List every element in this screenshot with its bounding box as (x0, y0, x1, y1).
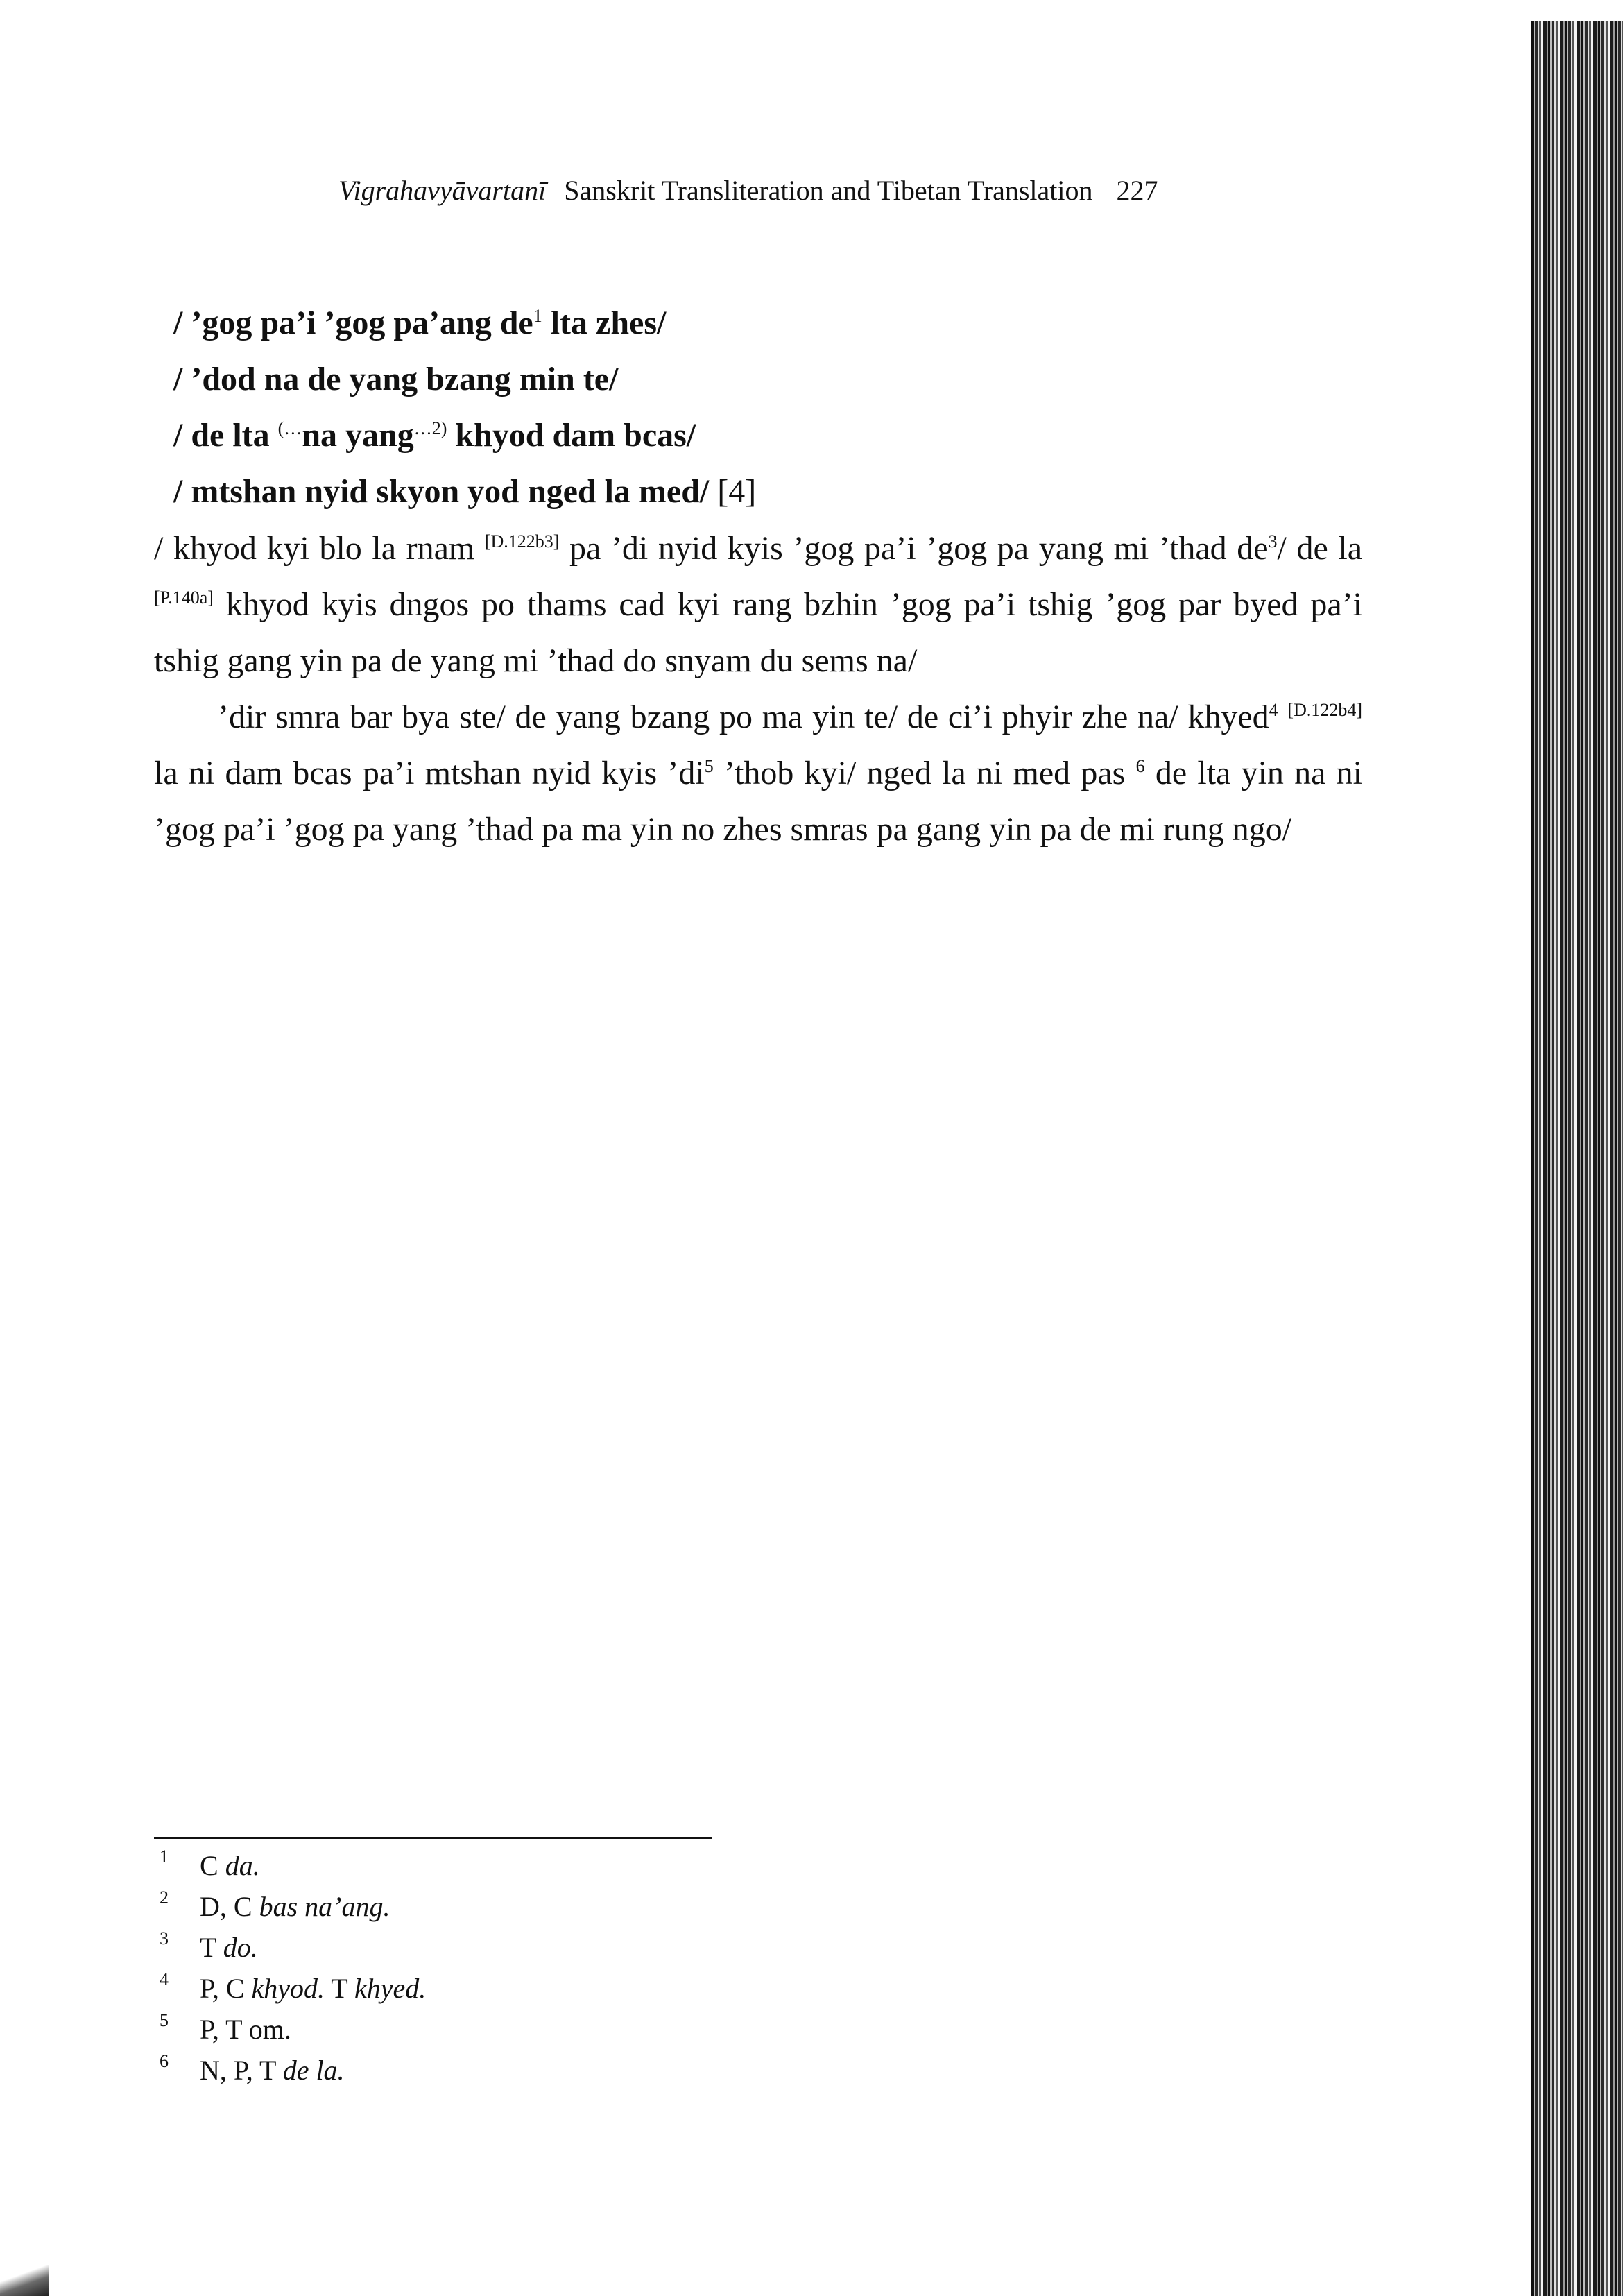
footnote-text: D, C (200, 1891, 259, 1922)
paragraph-1 (154, 520, 1362, 689)
footnote (160, 1845, 992, 1886)
footnote-marker: 3 (1268, 531, 1278, 551)
prose-text: de lta yin na ni ’gog pa’i ’gog pa yang ’thad pa ma yin no zhes smras pa gang yin pa de mi rung ngo/ (154, 755, 1363, 848)
footnote-marker: 4 (1269, 700, 1278, 720)
footnote-text: C (200, 1850, 225, 1881)
footnote-number: 5 (160, 2010, 169, 2030)
paragraph-2 (154, 689, 1362, 857)
folio-reference: [P.140a] (154, 588, 214, 608)
verse-text: / ’gog pa’i ’gog pa’ang de (173, 305, 533, 341)
footnote-reading: khyed. (354, 1973, 427, 2004)
running-head-subtitle: Sanskrit Transliteration and Tibetan Translation (564, 175, 1093, 206)
verse-line-2 (173, 351, 1380, 407)
footnote-text: T (200, 1932, 223, 1963)
verse-text: / de lta (173, 417, 278, 454)
footnote-marker: …2) (413, 418, 447, 438)
footnote-reading: khyod. (251, 1973, 325, 2004)
footnote (160, 1968, 992, 2009)
prose-text: ’thob kyi/ nged la ni med pas (713, 755, 1136, 791)
footnote-text: N, P, T (200, 2055, 283, 2086)
running-head (338, 173, 1309, 208)
footnote-reading: bas na’ang. (259, 1891, 390, 1922)
footnote-reading: do. (223, 1932, 258, 1963)
verse-text: / mtshan nyid skyon yod nged la med/ (173, 473, 710, 510)
footnote-number: 3 (160, 1928, 169, 1948)
footnote (160, 1886, 992, 1927)
prose-text: / de la (1277, 530, 1363, 567)
folio-reference: [D.122b4] (1287, 700, 1363, 720)
footnote-number: 2 (160, 1887, 169, 1908)
footnote-text: T (325, 1973, 355, 2004)
page-number: 227 (1116, 175, 1158, 206)
prose-text: / khyod kyi blo la rnam (154, 530, 485, 567)
scan-corner-shadow (0, 2265, 49, 2296)
footnote-number: 4 (160, 1969, 169, 1989)
verse-number: [4] (709, 473, 757, 510)
verse-text: lta zhes/ (542, 305, 667, 341)
prose-text: khyod kyis dngos po thams cad kyi rang bzhin ’gog pa’i tshig ’gog par byed pa’i tshig gang yin pa de yang mi ’thad do snyam du sems na/ (154, 586, 1362, 679)
footnote-number: 1 (160, 1847, 169, 1867)
verse-block (173, 295, 1380, 520)
verse-line-3 (173, 407, 1380, 463)
running-head-title: Vigrahavyāvartanī (338, 175, 547, 206)
prose-text: pa ’di nyid kyis ’gog pa’i ’gog pa yang mi ’thad de (559, 530, 1269, 567)
verse-text: / ’dod na de yang bzang min te/ (173, 361, 619, 397)
footnote (160, 2009, 992, 2050)
footnote-divider (154, 1837, 712, 1839)
prose-text: ’dir smra bar bya ste/ de yang bzang po ma yin te/ de ci’i phyir zhe na/ khyed (218, 699, 1269, 735)
footnote-text: P, C (200, 1973, 252, 2004)
scan-binding-edge (1531, 21, 1623, 2296)
verse-line-1 (173, 295, 1380, 351)
commentary-text (154, 520, 1362, 857)
footnote-text: P, T om. (200, 2014, 291, 2045)
footnote-marker: (… (277, 418, 302, 438)
verse-text: khyod dam bcas/ (447, 417, 696, 454)
verse-text: na yang (302, 417, 414, 454)
footnote (160, 2050, 992, 2091)
footnote-marker: 5 (704, 756, 714, 776)
footnote-marker: 1 (533, 306, 542, 326)
verse-line-4 (173, 463, 1380, 520)
footnote (160, 1927, 992, 1968)
footnote-number: 6 (160, 2051, 169, 2071)
footnotes (160, 1845, 992, 2091)
footnote-reading: da. (225, 1850, 260, 1881)
footnote-reading: de la. (282, 2055, 345, 2086)
footnote-marker: 6 (1135, 756, 1145, 776)
prose-text: la ni dam bcas pa’i mtshan nyid kyis ’di (154, 755, 705, 791)
folio-reference: [D.122b3] (484, 531, 560, 551)
